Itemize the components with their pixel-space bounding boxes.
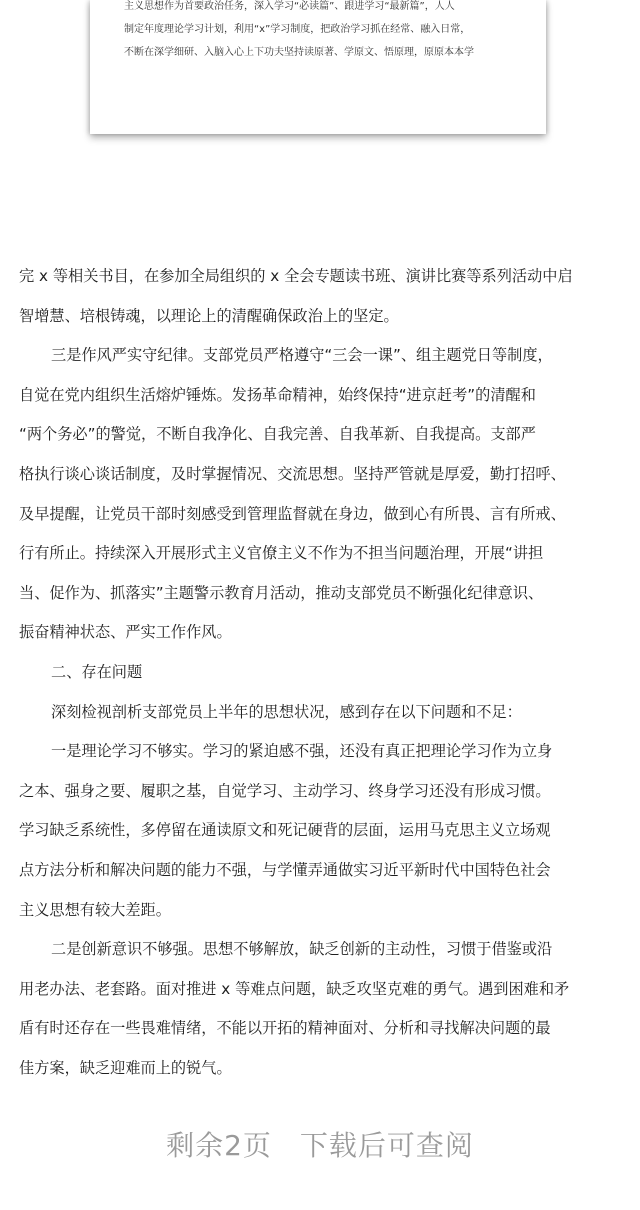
text-line: 智增慧、培根铸魂，以理论上的清醒确保政治上的坚定。 [19,306,399,325]
text-line: 用老办法、老套路。面对推进 x 等难点问题，缺乏攻坚克难的勇气。遇到困难和矛 [19,979,570,998]
download-more-banner[interactable] [0,1124,640,1168]
text-line: 完 x 等相关书目，在参加全局组织的 x 全会专题读书班、演讲比赛等系列活动中启 [19,267,573,285]
text-line: 当、促作为、抓落实”主题警示教育月活动，推动支部党员不断强化纪律意识、 [19,583,544,602]
text-line: 行有所止。持续深入开展形式主义官僚主义不作为不担当问题治理，开展“讲担 [19,544,544,563]
download-to-view-label: 下载后可查阅 [299,1129,474,1162]
text-line: 三是作风严实守纪律。支部党员严格遵守“三会一课”、组主题党日等制度， [51,346,553,365]
text-line: 学习缺乏系统性，多停留在通读原文和死记硬背的层面，运用马克思主义立场观 [19,821,551,840]
text-line: 佳方案，缺乏迎难而上的锐气。 [19,1058,232,1077]
text-line: 点方法分析和解决问题的能力不强，与学懂弄通做实习近平新时代中国特色社会 [19,860,551,879]
text-line: 格执行谈心谈话制度，及时掌握情况、交流思想。坚持严管就是厚爱，勤打招呼、 [19,464,566,483]
text-line: 振奋精神状态、严实工作作风。 [19,623,232,642]
text-line: 深刻检视剖析支部党员上半年的思想状况，感到存在以下问题和不足： [51,702,522,721]
text-line: 及早提醒，让党员干部时刻感受到管理监督就在身边，做到心有所畏、言有所戒、 [19,504,566,523]
text-line: 二是创新意识不够强。思想不够解放，缺乏创新的主动性，习惯于借鉴或沿 [51,940,553,959]
text-line: 主义思想有较大差距。 [19,900,171,919]
text-line: 盾有时还存在一些畏难情绪，不能以开拓的精神面对、分析和寻找解决问题的最 [19,1019,551,1038]
text-line: 一是理论学习不够实。学习的紧迫感不强，还没有真正把理论学习作为立身 [51,742,553,761]
section-heading: 二、存在问题 [51,662,143,681]
text-line: “两个务必”的警觉，不断自我净化、自我完善、自我革新、自我提高。支部严 [19,425,536,444]
text-line: 之本、强身之要、履职之基，自觉学习、主动学习、终身学习还没有形成习惯。 [19,781,551,800]
text-line: 自觉在党内组织生活熔炉锤炼。发扬革命精神，始终保持“进京赶考”的清醒和 [19,385,536,404]
document-body [19,257,625,1088]
preview-line-2: 制定年度理论学习计划，利用“x”学习制度，把政治学习抓在经常、融入日常， [124,24,471,35]
preview-line-3: 不断在深学细研、入脑入心上下功夫坚持读原著、学原文、悟原理，原原本本学 [124,47,474,58]
preview-line-1: 主义思想作为首要政治任务，深入学习“必读篇”、跟进学习“最新篇”，人人 [124,1,455,12]
preview-page-card [90,0,546,134]
remaining-pages-label: 剩余2页 [166,1129,272,1162]
